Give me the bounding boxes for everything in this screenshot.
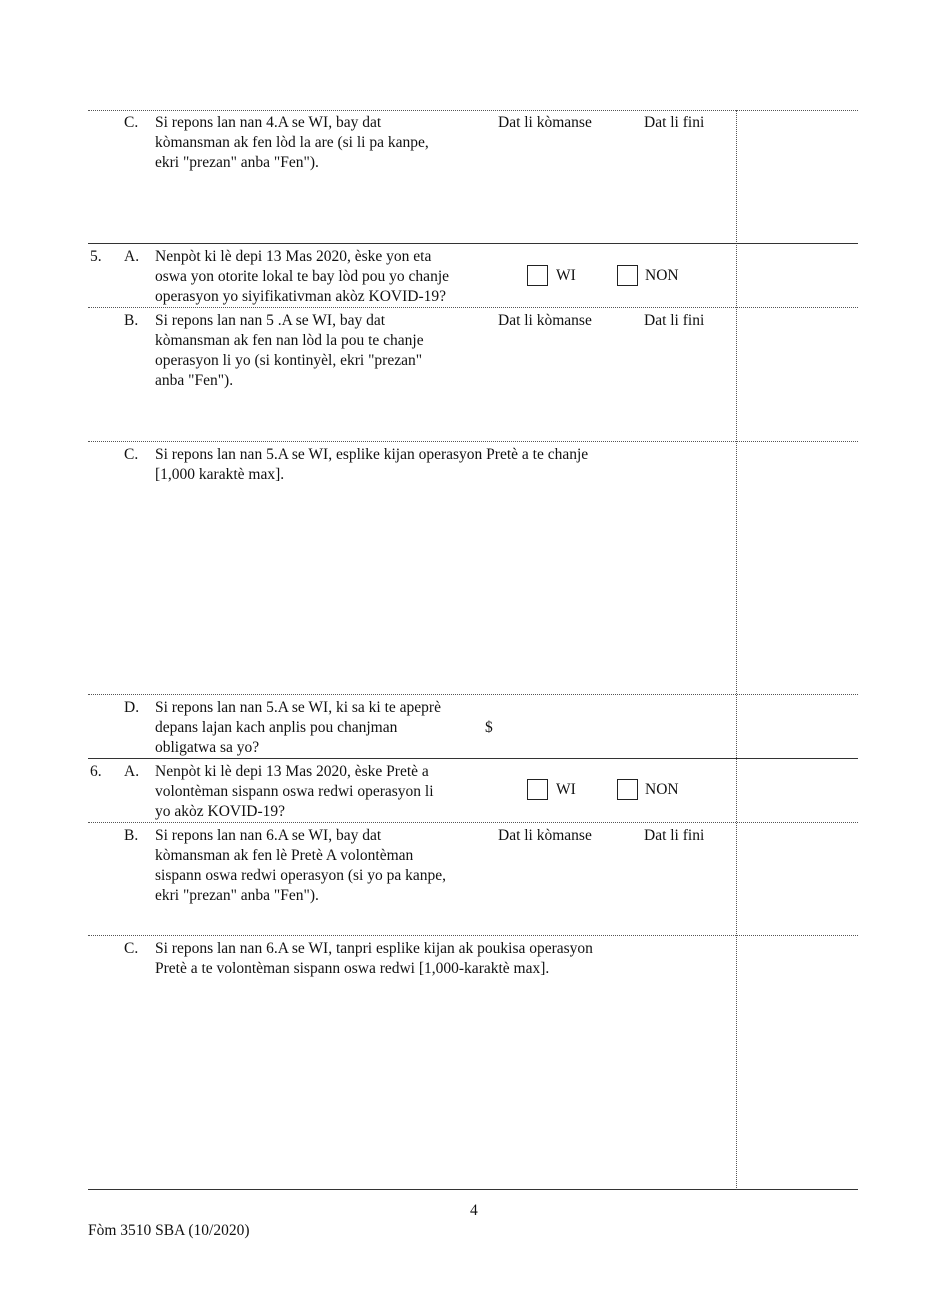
question-number: 6. [90,763,102,780]
row-divider [88,441,858,442]
q5a-yes-checkbox[interactable] [527,265,548,286]
question-letter: C. [124,114,139,131]
form-identifier: Fòm 3510 SBA (10/2020) [88,1222,250,1239]
row-divider [88,1189,858,1190]
page-number: 4 [470,1202,478,1219]
start-date-label: Dat li kòmanse [498,827,592,844]
question-letter: B. [124,827,139,844]
right-column-divider [736,110,737,1190]
row-divider [88,110,858,111]
no-label: NON [645,781,679,798]
row-divider [88,243,858,244]
end-date-label: Dat li fini [644,312,705,329]
no-label: NON [645,267,679,284]
question-letter: D. [124,699,140,716]
row-divider [88,694,858,695]
q6a-yes-checkbox[interactable] [527,779,548,800]
yes-label: WI [556,781,576,798]
question-letter: A. [124,248,140,265]
row-divider [88,935,858,936]
q6a-no-checkbox[interactable] [617,779,638,800]
row-divider [88,758,858,759]
question-letter: C. [124,446,139,463]
question-number: 5. [90,248,102,265]
start-date-label: Dat li kòmanse [498,114,592,131]
row-divider [88,307,858,308]
question-letter: B. [124,312,139,329]
end-date-label: Dat li fini [644,114,705,131]
question-letter: A. [124,763,140,780]
question-letter: C. [124,940,139,957]
currency-symbol: $ [485,719,493,736]
q5a-no-checkbox[interactable] [617,265,638,286]
row-divider [88,822,858,823]
end-date-label: Dat li fini [644,827,705,844]
start-date-label: Dat li kòmanse [498,312,592,329]
yes-label: WI [556,267,576,284]
